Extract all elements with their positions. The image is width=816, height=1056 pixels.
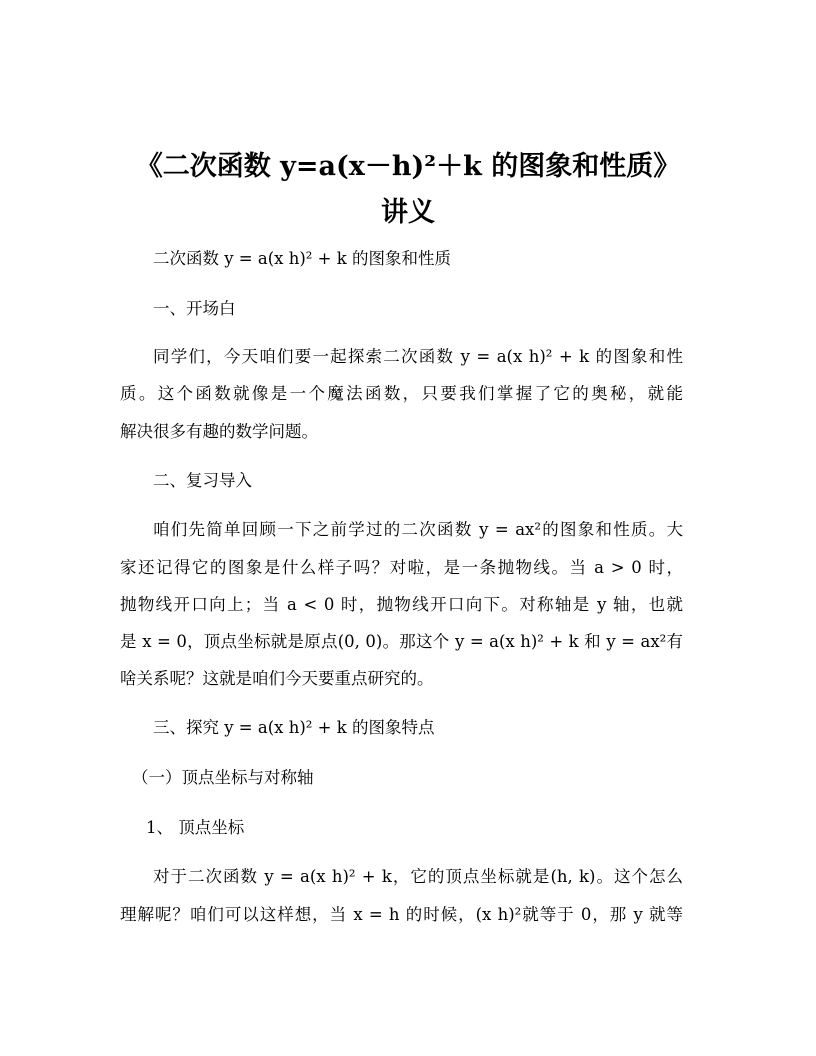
paragraph-line: 对于二次函数 y = a(x h)² + k，它的顶点坐标就是(h, k)。这个怎么 [153, 867, 683, 886]
document-title-line-2: 讲义 [381, 197, 435, 228]
paragraph-line: 是 x = 0，顶点坐标就是原点(0, 0)。那这个 y = a(x h)² + k 和 y = ax²有 [120, 632, 683, 651]
paragraph-line: 解决很多有趣的数学问题。 [120, 422, 318, 441]
section-heading-explore: 三、探究 y = a(x h)² + k 的图象特点 [153, 718, 435, 737]
paragraph-line: 同学们，今天咱们要一起探索二次函数 y = a(x h)² + k 的图象和性 [153, 347, 683, 366]
paragraph-line: 抛物线开口向上；当 a < 0 时，抛物线开口向下。对称轴是 y 轴，也就 [120, 595, 683, 614]
paragraph-line: 家还记得它的图象是什么样子吗？对啦，是一条抛物线。当 a > 0 时， [120, 558, 683, 577]
subtitle-line: 二次函数 y = a(x h)² + k 的图象和性质 [153, 249, 451, 268]
paragraph-line: 啥关系呢？这就是咱们今天要重点研究的。 [120, 669, 434, 688]
paragraph-line: 咱们先简单回顾一下之前学过的二次函数 y = ax²的图象和性质。大 [153, 520, 683, 539]
paragraph-line: 质。这个函数就像是一个魔法函数，只要我们掌握了它的奥秘，就能 [120, 384, 683, 403]
document-title-line-1: 《二次函数 y=a(x－h)²＋k 的图象和性质》 [135, 151, 681, 182]
section-heading-opening: 一、开场白 [153, 299, 236, 318]
paragraph-line: 理解呢？咱们可以这样想，当 x = h 的时候，(x h)²就等于 0，那 y 就等 [120, 905, 683, 924]
subsection-heading: （一）顶点坐标与对称轴 [132, 768, 314, 787]
section-heading-review: 二、复习导入 [153, 471, 252, 490]
item-heading: 1、 顶点坐标 [146, 818, 245, 837]
